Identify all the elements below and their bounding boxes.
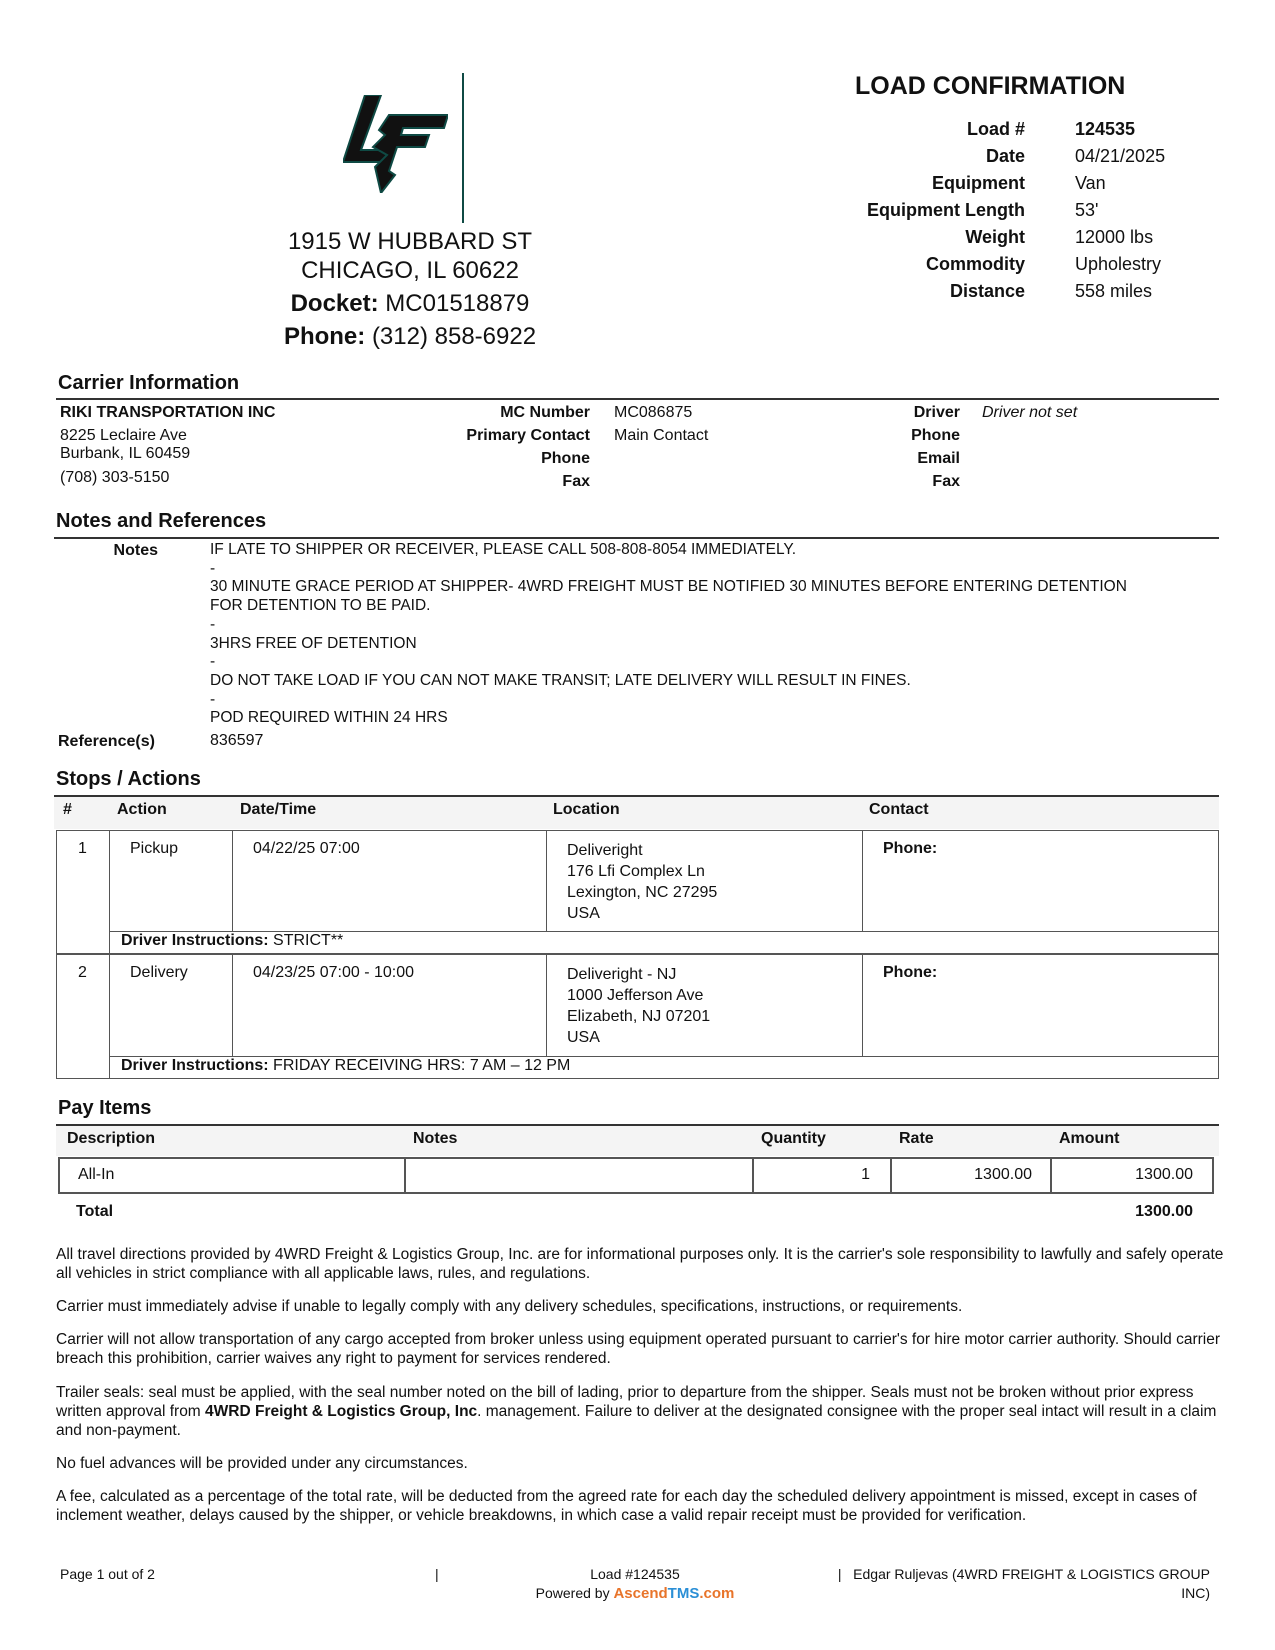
notes-line: 30 MINUTE GRACE PERIOD AT SHIPPER- 4WRD FREIGHT MUST BE NOTIFIED 30 MINUTES BEFORE ENTERING DETENTION (210, 578, 1127, 596)
terms-p4-text-a: Trailer seals: seal must be applied, with the seal number noted on the bill of lading, prior to departure from the shipper. Seals must not be broken without prior express written approval from (56, 1384, 1194, 1420)
stop-1-datetime: 04/22/25 07:00 (253, 840, 360, 857)
stop-2-num: 2 (78, 964, 87, 981)
notes-line: - (210, 690, 216, 708)
pay-header-description: Description (67, 1130, 156, 1147)
pay-section-title: Pay Items (58, 1097, 152, 1119)
notes-line: - (210, 615, 216, 633)
terms-paragraph-5: No fuel advances will be provided under any circumstances. (56, 1455, 468, 1472)
brand-part-c: .com (699, 1585, 735, 1602)
pay-notes-cell (404, 1157, 754, 1194)
terms-paragraph-1: All travel directions provided by 4WRD Freight & Logistics Group, Inc. are for informational purposes only. It is the carrier's sole responsibility to lawfully and safely operate all vehicles in strict compliance with all applicable laws, rules, and regulations. (56, 1246, 1224, 1282)
driver-label: Driver (913, 404, 960, 421)
docket-value: MC01518879 (385, 290, 530, 317)
lc-row-date: Date 04/21/2025 (985, 146, 1166, 166)
carrier-fax-label: Fax (562, 473, 590, 490)
carrier-name: RIKI TRANSPORTATION INC (60, 404, 276, 421)
load-confirmation-title: LOAD CONFIRMATION (855, 72, 1126, 100)
stop-2-phone-label: Phone: (883, 964, 938, 981)
primary-contact-value: Main Contact (614, 427, 709, 444)
terms-paragraph-3: Carrier will not allow transportation of any cargo accepted from broker unless using equipment operated pursuant to carrier's for hire motor carrier authority. Should carrier breach this prohibition, carrier waives any right to payment for services rendered. (56, 1331, 1220, 1367)
stop-2-instructions-label: Driver Instructions: (121, 1057, 269, 1074)
mc-number-value: MC086875 (614, 404, 693, 421)
stop-1-instructions (121, 932, 343, 950)
carrier-section-title: Carrier Information (58, 372, 240, 394)
notes-line: 3HRS FREE OF DETENTION (210, 634, 417, 652)
pay-header-bg (56, 1126, 1219, 1156)
company-logo (343, 95, 448, 198)
pay-item-description: All-In (78, 1166, 115, 1183)
footer-user-line2: INC) (1181, 1585, 1210, 1601)
stops-header-contact: Contact (869, 801, 929, 818)
footer-separator: | (435, 1566, 439, 1582)
footer-user-line1: | Edgar Ruljevas (4WRD FREIGHT & LOGISTICS GROUP (837, 1566, 1210, 1582)
stop-2-location-country: USA (567, 1029, 600, 1046)
stops-header-datetime: Date/Time (240, 801, 317, 818)
stop-2-instructions (121, 1057, 570, 1075)
notes-section-title: Notes and References (56, 510, 267, 532)
pay-total-value: 1300.00 (1135, 1203, 1193, 1220)
company-phone (200, 323, 620, 351)
references-label: Reference(s) (58, 733, 155, 750)
phone-label: Phone: (283, 323, 366, 350)
stop-2-location-city: Elizabeth, NJ 07201 (567, 1008, 711, 1025)
driver-value: Driver not set (982, 404, 1078, 421)
stop-2-instructions-value: FRIDAY RECEIVING HRS: 7 AM – 12 PM (268, 1057, 571, 1074)
stop-1-location-name: Deliveright (567, 842, 643, 859)
stop-1-location (567, 840, 717, 924)
stop-2-location-name: Deliveright - NJ (567, 966, 677, 983)
pay-item-quantity: 1 (861, 1166, 870, 1183)
stop-1-location-city: Lexington, NC 27295 (567, 884, 718, 901)
stop-1-phone-label: Phone: (883, 840, 938, 857)
stops-header-num: # (63, 801, 72, 818)
driver-phone-label: Phone (911, 427, 960, 444)
carrier-address1: 8225 Leclaire Ave (60, 427, 187, 444)
carrier-address2: Burbank, IL 60459 (60, 445, 191, 462)
pay-header-amount: Amount (1059, 1130, 1120, 1147)
pay-header-rate: Rate (899, 1130, 934, 1147)
notes-line: - (210, 653, 216, 671)
company-address-line2: CHICAGO, IL 60622 (301, 257, 519, 284)
lc-row-equipment-length: Equipment Length 53' (867, 200, 1099, 220)
notes-line: DO NOT TAKE LOAD IF YOU CAN NOT MAKE TRANSIT; LATE DELIVERY WILL RESULT IN FINES. (210, 671, 911, 689)
notes-line: FOR DETENTION TO BE PAID. (210, 597, 431, 615)
terms-paragraph-6: A fee, calculated as a percentage of the total rate, will be deducted from the agreed rate for each day the scheduled delivery appointment is missed, except in cases of inclement weather, delays caused by the shipper, or vehicle breakdowns, in which case a valid repair receipt must be provided for verification. (56, 1488, 1197, 1524)
stop-1-instructions-label: Driver Instructions: (121, 932, 269, 949)
pay-header-notes: Notes (413, 1130, 458, 1147)
notes-line: IF LATE TO SHIPPER OR RECEIVER, PLEASE CALL 508-808-8054 IMMEDIATELY. (210, 541, 797, 558)
notes-text (210, 541, 1210, 728)
pay-total-label: Total (76, 1203, 114, 1220)
footer-page: Page 1 out of 2 (60, 1566, 155, 1582)
stop-1-location-country: USA (567, 905, 600, 922)
terms-paragraph-4 (56, 1383, 1226, 1440)
terms-p4-company: 4WRD Freight & Logistics Group, Inc (205, 1403, 478, 1420)
docket-label: Docket: (290, 290, 379, 317)
footer-load: Load #124535 (590, 1566, 680, 1582)
logo-divider (462, 73, 464, 223)
references-value: 836597 (210, 732, 264, 749)
brand-part-a: Ascend (613, 1585, 668, 1602)
lc-row-load: Load # 124535 (966, 119, 1136, 139)
lc-row-distance: Distance 558 miles (949, 281, 1153, 301)
stop-2-action: Delivery (130, 964, 188, 981)
stops-header-location: Location (553, 801, 620, 818)
terms-paragraph-2: Carrier must immediately advise if unable to legally comply with any delivery schedules, specifications, instructions, or requirements. (56, 1298, 963, 1315)
footer-powered (500, 1585, 770, 1602)
brand-part-b: TMS (667, 1585, 700, 1602)
stop-1-num: 1 (78, 840, 87, 857)
stop-1-action: Pickup (130, 840, 179, 857)
carrier-phone-label: Phone (541, 450, 590, 467)
carrier-phone: (708) 303-5150 (60, 469, 170, 486)
stop-1-location-street: 176 Lfi Complex Ln (567, 863, 705, 880)
driver-email-label: Email (917, 450, 960, 467)
stop-2-location-street: 1000 Jefferson Ave (567, 987, 704, 1004)
phone-value: (312) 858-6922 (371, 323, 537, 350)
terms-p4-text-c: . management. Failure to deliver at the designated consignee with the proper seal intact will result in a claim and non-payment. (56, 1403, 1217, 1439)
pay-item-rate: 1300.00 (974, 1166, 1032, 1183)
ascendtms-logo (613, 1585, 734, 1602)
company-docket (200, 290, 620, 318)
primary-contact-label: Primary Contact (466, 427, 590, 444)
notes-line: - (210, 559, 216, 577)
notes-line: POD REQUIRED WITHIN 24 HRS (210, 709, 448, 727)
carrier-divider (56, 398, 1219, 400)
stop-1-instructions-value: STRICT** (268, 932, 344, 949)
notes-divider (54, 537, 1219, 539)
lc-row-equipment: Equipment Van (932, 173, 1106, 193)
stops-header-bg (54, 797, 1219, 829)
pay-header-quantity: Quantity (761, 1130, 826, 1147)
stops-header-action: Action (117, 801, 167, 818)
stop-2-datetime: 04/23/25 07:00 - 10:00 (253, 964, 415, 981)
company-address-line1: 1915 W HUBBARD ST (287, 228, 533, 255)
footer-powered-label: Powered by (535, 1585, 610, 1601)
lc-row-commodity: Commodity Upholestry (926, 254, 1162, 274)
mc-number-label: MC Number (500, 404, 590, 421)
driver-fax-label: Fax (932, 473, 960, 490)
lc-row-weight: Weight 12000 lbs (965, 227, 1154, 247)
pay-item-amount: 1300.00 (1135, 1166, 1193, 1183)
stops-section-title: Stops / Actions (56, 768, 201, 790)
notes-label: Notes (113, 542, 158, 559)
stop-2-location (567, 964, 710, 1048)
